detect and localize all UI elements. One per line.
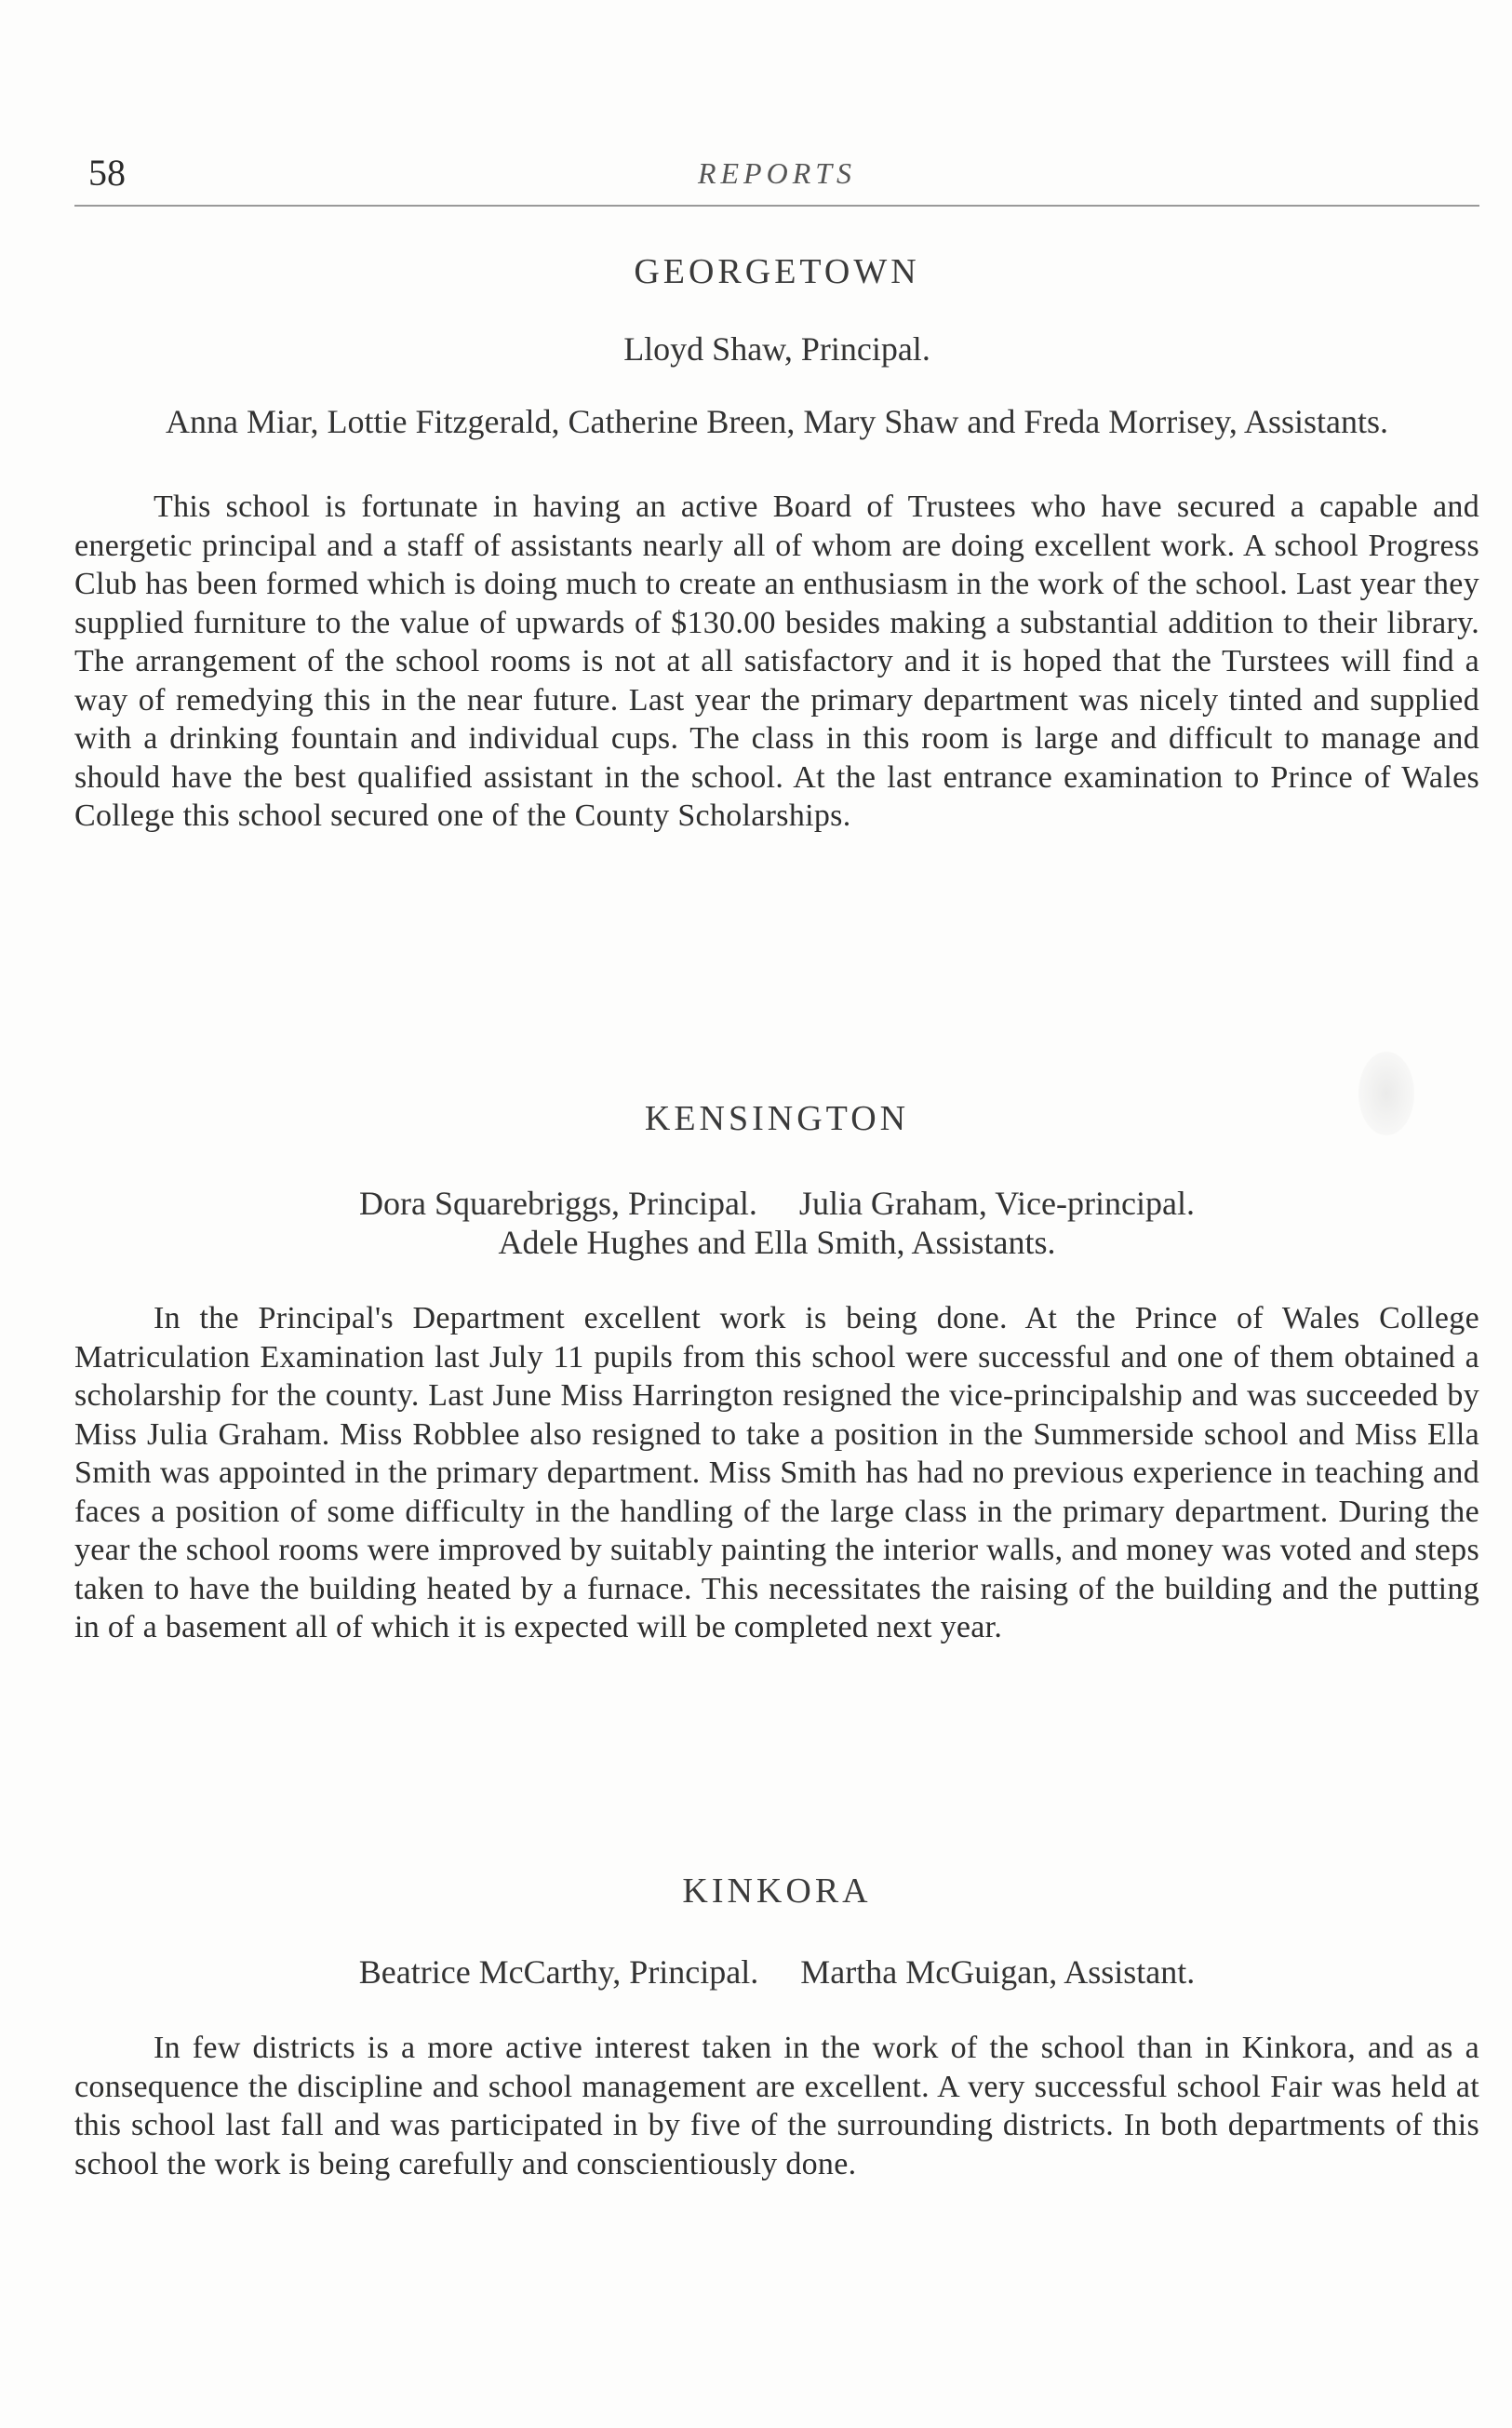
running-title: REPORTS <box>697 156 857 190</box>
section-heading-kensington: KENSINGTON <box>644 1099 910 1138</box>
staff-line: Adele Hughes and Ella Smith, Assistants. <box>498 1224 1056 1261</box>
report-paragraph: In few districts is a more active interest taken in the work of the school than in Kinkora, and as a consequence the discipline and school management are excellent. A very successful school Fair was held at this school last fall and was participated in by five of the surrounding districts. In both departments of this school the work is being carefully and conscientiously done. <box>74 2031 1479 2181</box>
principal-line: Lloyd Shaw, Principal. <box>623 330 930 368</box>
section-georgetown <box>74 251 1479 836</box>
section-kensington <box>74 1098 1479 1647</box>
assistants-line: Anna Miar, Lottie Fitzgerald, Catherine Breen, Mary Shaw and Freda Morrisey, Assistants. <box>166 403 1388 440</box>
header-rule <box>74 205 1479 207</box>
fingerprint-smudge <box>1358 1052 1414 1135</box>
section-kinkora <box>74 1871 1479 2183</box>
section-heading-kinkora: KINKORA <box>682 1871 872 1911</box>
section-heading-georgetown: GEORGETOWN <box>634 252 920 291</box>
staff-line: Dora Squarebriggs, Principal. Julia Graham, Vice-principal. <box>359 1185 1195 1222</box>
staff-line: Beatrice McCarthy, Principal. Martha McGuigan, Assistant. <box>358 1953 1196 1991</box>
staff-block <box>74 1184 1479 1262</box>
running-head <box>74 140 1479 205</box>
report-paragraph: This school is fortunate in having an active Board of Trustees who have secured a capable and energetic principal and a staff of assistants nearly all of whom are doing excellent work. A school Progress Club has been formed which is doing much to create an enthusiasm in the work of the school. Last year they supplied furniture to the value of upwards of $130.00 besides making a substantial addition to their library. The arrangement of the school rooms is not at all satisfactory and it is hoped that the Turstees will find a way of remedying this in the near future. Last year the primary department was nicely tinted and supplied with a drinking fountain and individual cups. The class in this room is large and difficult to manage and should have the best qualified assistant in the school. At the last entrance examination to Prince of Wales College this school secured one of the County Scholarships. <box>74 490 1479 833</box>
page-number: 58 <box>88 152 126 194</box>
staff-block <box>74 1952 1479 1992</box>
report-paragraph: In the Principal's Department excellent work is being done. At the Prince of Wales College Matriculation Examination last July 11 pupils from this school were successful and one of them obtained a scholarship for the county. Last June Miss Harrington resigned the vice-principalship and was succeeded by Miss Julia Graham. Miss Robblee also resigned to take a position in the Summerside school and Miss Ella Smith was appointed in the primary department. Miss Smith has had no previous experience in teaching and faces a position of some difficulty in the handling of the large class in the primary department. During the year the school rooms were improved by suitably painting the interior walls, and money was voted and steps taken to have the building heated by a furnace. This necessitates the raising of the building and the putting in of a basement all of which it is expected will be completed next year. <box>74 1301 1479 1644</box>
